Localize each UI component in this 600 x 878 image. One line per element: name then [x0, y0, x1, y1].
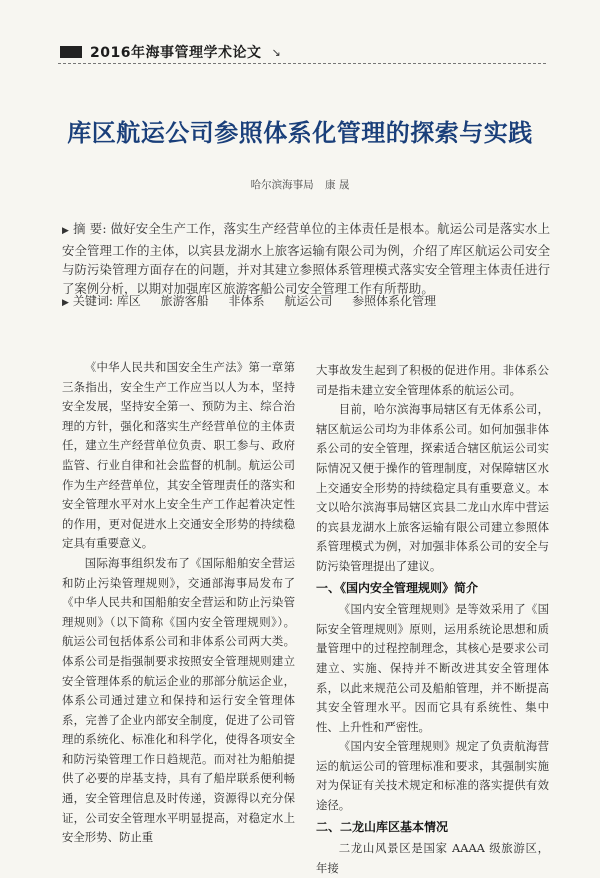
- keyword: 非体系: [228, 294, 265, 308]
- section-heading: 一、《国内安全管理规则》简介: [316, 580, 479, 595]
- keyword: 参照体系化管理: [352, 294, 437, 308]
- body-left-column: [62, 358, 295, 848]
- author-affiliation: 哈尔滨海事局: [250, 179, 314, 191]
- section-heading: 二、二龙山库区基本情况: [316, 819, 449, 834]
- body-paragraph: 《中华人民共和国安全生产法》第一章第三条指出，安全生产工作应当以人为本，坚持安全发展，坚持安全第一、预防为主、综合治理的方针，强化和落实生产经营单位的主体责任，建立生产经营单位负责、职工参与、政府监管、行业自律和社会监督的机制。航运公司作为生产经营单位，其安全管理责任的落实和安全管理水平对水上安全生产工作起着决定性的作用，更对促进水上交通安全形势的持续稳定具有重要意义。: [62, 360, 295, 551]
- abstract-label: 摘 要:: [73, 221, 107, 236]
- keyword: 旅游客船: [160, 294, 209, 308]
- abstract: [62, 219, 550, 298]
- abstract-text: 做好安全生产工作，落实生产经营单位的主体责任是根本。航运公司是落实水上安全管理工作的主体，以宾县龙湖水上旅客运输有限公司为例，介绍了库区航运公司安全与防污染管理方面存在的问题，并对其建立参照体系管理模式落实安全管理主体责任进行了案例分析，以期对加强库区旅游客船公司安全管理工作有所帮助。: [62, 221, 551, 296]
- body-paragraph: 国际海事组织发布了《国际船舶安全营运和防止污染管理规则》，交通部海事局发布了《中华人民共和国船舶安全营运和防止污染管理规则》（以下简称《国内安全管理规则》）。航运公司包括体系公司和非体系公司两大类。体系公司是指强制要求按照安全管理规则建立安全管理体系的航运企业的那部分航运企业，体系公司通过建立和保持和运行安全管理体系，完善了企业内部安全制度，促进了公司管理的系统化、标准化和科学化，使得各项安全和防污染管理工作日趋规范。而对社为船舶提供了必要的岸基支持，具有了船岸联系便利畅通，安全管理信息及时传递，资源得以充分保证，公司安全管理水平明显提高，对稳定水上安全形势、防止重: [62, 555, 295, 845]
- triangle-bullet-icon: ▶: [62, 226, 70, 236]
- keywords-label: 关键词:: [72, 294, 113, 308]
- body-paragraph: 《国内安全管理规则》是等效采用了《国际安全管理规则》原则，运用系统论思想和质量管理中的过程控制理念，其核心是要求公司建立、实施、保持并不断改进其安全管理体系，以此来规范公司及船舶管理，并不断提高其安全管理水平。因而它具有系统性、集中性、上升性和严密性。: [316, 602, 549, 734]
- running-header: [60, 40, 560, 64]
- header-marker-block: [60, 46, 82, 58]
- body-paragraph: 大事故发生起到了积极的促进作用。非体系公司是指未建立安全管理体系的航运公司。: [316, 363, 549, 397]
- header-divider: [58, 63, 546, 64]
- header-arrow-icon: ↘: [271, 45, 281, 59]
- body-paragraph: 《国内安全管理规则》规定了负责航海营运的航运公司的管理标准和要求，其强制实施对为保证有关技术规定和标准的落实提供有效途径。: [316, 739, 549, 813]
- keyword: 库区: [116, 294, 141, 308]
- body-paragraph: 二龙山风景区是国家 AAAA 级旅游区，年接: [316, 841, 549, 875]
- author-name: 康 晟: [325, 179, 350, 191]
- keyword: 航运公司: [284, 294, 333, 308]
- header-title: 2016年海事管理学术论文: [90, 45, 262, 61]
- byline: [0, 177, 600, 192]
- article-title: 库区航运公司参照体系化管理的探索与实践: [67, 119, 533, 147]
- keywords: [62, 292, 550, 309]
- body-right-column: [316, 361, 549, 878]
- body-paragraph: 目前，哈尔滨海事局辖区有无体系公司，辖区航运公司均为非体系公司。如何加强非体系公司的安全管理，探索适合辖区航运公司实际情况又便于操作的管理制度，对保障辖区水上交通安全形势的持续稳定具有重要意义。本文以哈尔滨海事局辖区宾县二龙山水库中营运的宾县龙湖水上旅客运输有限公司建立参照体系管理模式为例，对加强非体系公司的安全与防污染管理提出了建议。: [316, 402, 549, 573]
- triangle-bullet-icon: ▶: [62, 298, 69, 308]
